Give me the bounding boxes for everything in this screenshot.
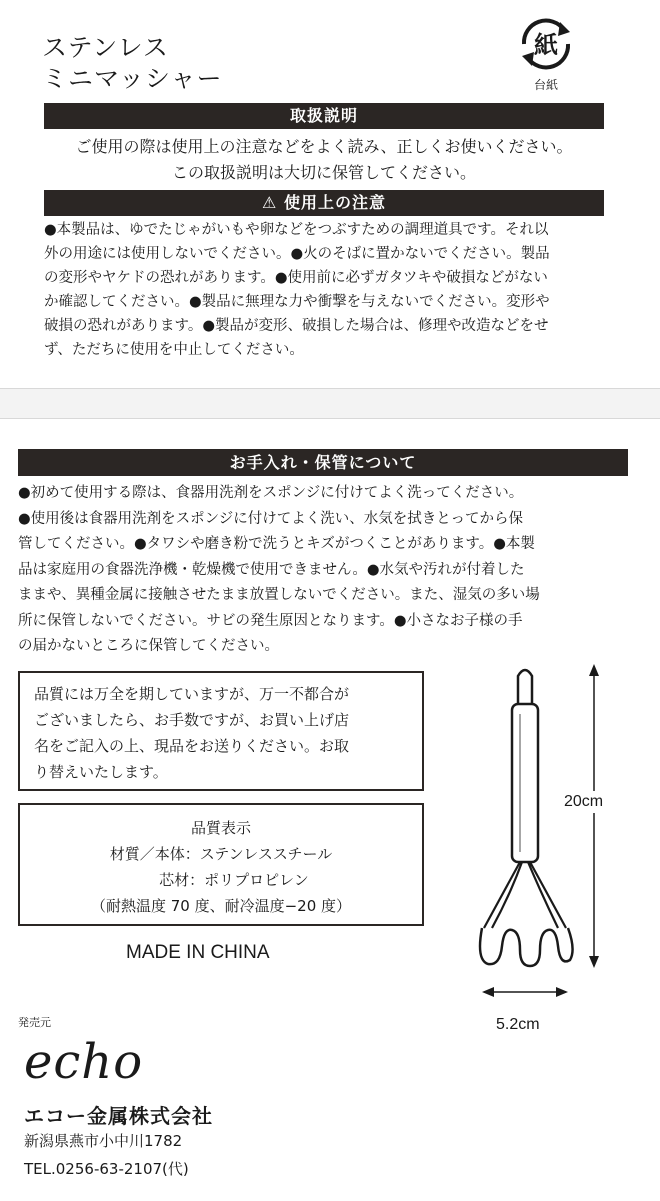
height-arrow-top: [589, 664, 599, 676]
company-name: エコー金属株式会社: [24, 1104, 213, 1128]
company-address: 新潟県燕市小中川1782: [24, 1132, 183, 1150]
caution-line: ●本製品は、ゆでたじゃがいもや卵などをつぶすための調理道具です。それ以: [44, 222, 549, 238]
brand-logo: echo: [24, 1034, 144, 1090]
care-line: 所に保管しないでください。サビの発生原因となります。●小さなお子様の手: [18, 612, 523, 629]
quality-note-line: ございましたら、お手数ですが、お買い上げ店: [34, 711, 350, 729]
quality-note-line: 名をご記入の上、現品をお送りください。お取: [34, 737, 350, 755]
caution-line: ず、ただちに使用を中止してください。: [44, 342, 304, 358]
care-text: [18, 481, 638, 660]
recycle-label: 台紙: [533, 78, 558, 92]
caution-line: か確認してください。●製品に無理な力や衝撃を与えないでください。変形や: [44, 294, 550, 310]
top-label-card: [0, 0, 660, 389]
care-line: 管してください。●タワシや磨き粉で洗うとキズがつくことがあります。●本製: [18, 536, 535, 552]
width-dimension-label: 5.2cm: [496, 1016, 540, 1033]
caution-text: [44, 218, 614, 362]
company-tel: TEL.0256-63-2107(代): [24, 1160, 189, 1178]
caution-line: 外の用途には使用しないでください。●火のそばに置かないでください。製品: [44, 246, 550, 262]
quality-label-title: 品質表示: [190, 819, 251, 837]
quality-label-line: （耐熱温度 70 度、耐冷温度−20 度）: [90, 897, 352, 915]
product-title-line1: ステンレス: [42, 33, 169, 62]
manual-line: ご使用の際は使用上の注意などをよく読み、正しくお使いください。: [75, 137, 573, 156]
quality-label-line: 芯材：ポリプロピレン: [159, 871, 309, 889]
masher-wavy-head: [480, 928, 573, 966]
caution-line: 破損の恐れがあります。●製品が変形、破損した場合は、修理や改造などをせ: [44, 318, 549, 334]
paper-recycle-icon: [514, 16, 578, 72]
manual-line: この取扱説明は大切に保管してください。: [171, 163, 476, 182]
made-in-label: MADE IN CHINA: [126, 942, 270, 963]
care-line: ままや、異種金属に接触させたまま放置しないでください。また、湿気の多い場: [18, 587, 540, 603]
recycle-mark-char: 紙: [534, 31, 558, 59]
card-gap: [0, 389, 660, 418]
care-line: ●初めて使用する際は、食器用洗剤をスポンジに付けてよく洗ってください。: [18, 485, 524, 501]
care-line: 品は家庭用の食器洗浄機・乾燥機で使用できません。●水気や汚れが付着した: [18, 561, 525, 578]
hanging-loop: [518, 670, 532, 706]
manual-text: [44, 134, 604, 186]
masher-illustration: [470, 660, 630, 1000]
quality-label-line: 材質／本体：ステンレススチール: [109, 845, 333, 863]
caution-line: の変形やヤケドの恐れがあります。●使用前に必ずガタツキや破損などがない: [44, 270, 548, 286]
quality-label-box: [18, 803, 424, 926]
seller-label: 発売元: [18, 1016, 51, 1029]
height-dimension-label: 20cm: [564, 791, 603, 813]
masher-handle: [512, 704, 538, 862]
quality-note-line: り替えいたします。: [34, 763, 168, 781]
manual-header: 取扱説明: [44, 103, 604, 129]
product-title-line2: ミニマッシャー: [42, 64, 223, 93]
care-header: お手入れ・保管について: [18, 449, 628, 476]
masher-wire-arms: [484, 862, 566, 928]
quality-note-line: 品質には万全を期していますが、万一不都合が: [34, 685, 350, 703]
product-title: [42, 32, 223, 94]
height-arrow-bottom: [589, 956, 599, 968]
quality-note-box: [18, 671, 424, 791]
caution-header: ⚠ 使用上の注意: [44, 190, 604, 216]
care-line: の届かないところに保管してください。: [18, 638, 279, 654]
width-arrow-right: [556, 987, 568, 997]
width-arrow-left: [482, 987, 494, 997]
care-line: ●使用後は食器用洗剤をスポンジに付けてよく洗い、水気を拭きとってから保: [18, 510, 523, 527]
